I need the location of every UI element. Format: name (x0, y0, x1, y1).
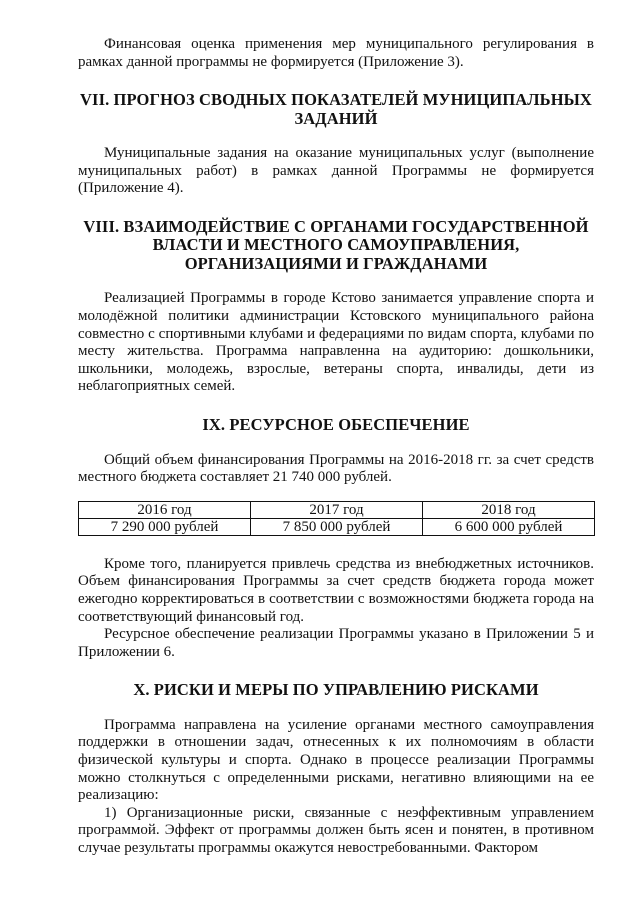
funding-table-value-cell: 7 290 000 рублей (79, 518, 251, 535)
section-10-paragraph-1: Программа направлена на усиление органами местного самоуправления поддержки в отношении задач, отнесенных к их полномочиям в области физической культуры и спорта. Однако в процессе реализации Программы можно столкнуться с определенными рисками, негативно влияющими на ее реализацию: (78, 716, 594, 804)
section-10-heading: X. РИСКИ И МЕРЫ ПО УПРАВЛЕНИЮ РИСКАМИ (133, 680, 539, 700)
funding-table (78, 501, 595, 536)
funding-table-value-cell: 7 850 000 рублей (251, 518, 423, 535)
section-7-heading-line2: ЗАДАНИЙ (294, 108, 378, 128)
section-9-paragraph-2: Кроме того, планируется привлечь средства из внебюджетных источников. Объем финансирования Программы за счет средств бюджета города может ежегодно корректироваться в соответствии с возможностями бюджета города на соответствующий финансовый год. (78, 555, 594, 625)
funding-table-header-cell: 2018 год (423, 501, 595, 518)
section-10-paragraph-2: 1) Организационные риски, связанные с неэффективным управлением программой. Эффект от программы должен быть ясен и понятен, в противном случае результаты программы окажутся невостребованными. Фактором (78, 804, 594, 856)
section-8-heading (78, 218, 594, 274)
section-8-heading-line1: VIII. ВЗАИМОДЕЙСТВИЕ С ОРГАНАМИ ГОСУДАРСТВЕННОЙ (83, 216, 589, 236)
intro-paragraph: Финансовая оценка применения мер муниципального регулирования в рамках данной программы не формируется (Приложение 3). (78, 36, 594, 70)
funding-table-value-row (79, 518, 595, 535)
section-9-paragraph-1: Общий объем финансирования Программы на 2016-2018 гг. за счет средств местного бюджета составляет 21 740 000 рублей. (78, 451, 594, 486)
section-9-paragraph-3: Ресурсное обеспечение реализации Программы указано в Приложении 5 и Приложении 6. (78, 626, 594, 660)
funding-table-header-row (79, 501, 595, 518)
document-page (78, 36, 594, 858)
funding-table-header-cell: 2016 год (79, 501, 251, 518)
funding-table-header-cell: 2017 год (251, 501, 423, 518)
section-8-paragraph: Реализацией Программы в городе Кстово занимается управление спорта и молодёжной политики администрации Кстовского муниципального района совместно с спортивными клубами и федерациями по видам спорта, клубами по месту жительства. Программа направленна на аудиторию: дошкольники, школьники, молодежь, взрослые, ветераны спорта, инвалиды, дети из неблагоприятных семей. (78, 290, 594, 395)
section-8-heading-line2: ВЛАСТИ И МЕСТНОГО САМОУПРАВЛЕНИЯ, (152, 235, 520, 255)
section-7-heading (78, 91, 594, 128)
section-9-heading: IX. РЕСУРСНОЕ ОБЕСПЕЧЕНИЕ (202, 415, 470, 435)
section-7-paragraph: Муниципальные задания на оказание муниципальных услуг (выполнение муниципальных работ) в рамках данной Программы не формируется (Приложение 4). (78, 145, 594, 197)
funding-table-value-cell: 6 600 000 рублей (423, 518, 595, 535)
section-7-heading-line1: VII. ПРОГНОЗ СВОДНЫХ ПОКАЗАТЕЛЕЙ МУНИЦИПАЛЬНЫХ (80, 90, 592, 110)
section-8-heading-line3: ОРГАНИЗАЦИЯМИ И ГРАЖДАНАМИ (184, 253, 488, 273)
